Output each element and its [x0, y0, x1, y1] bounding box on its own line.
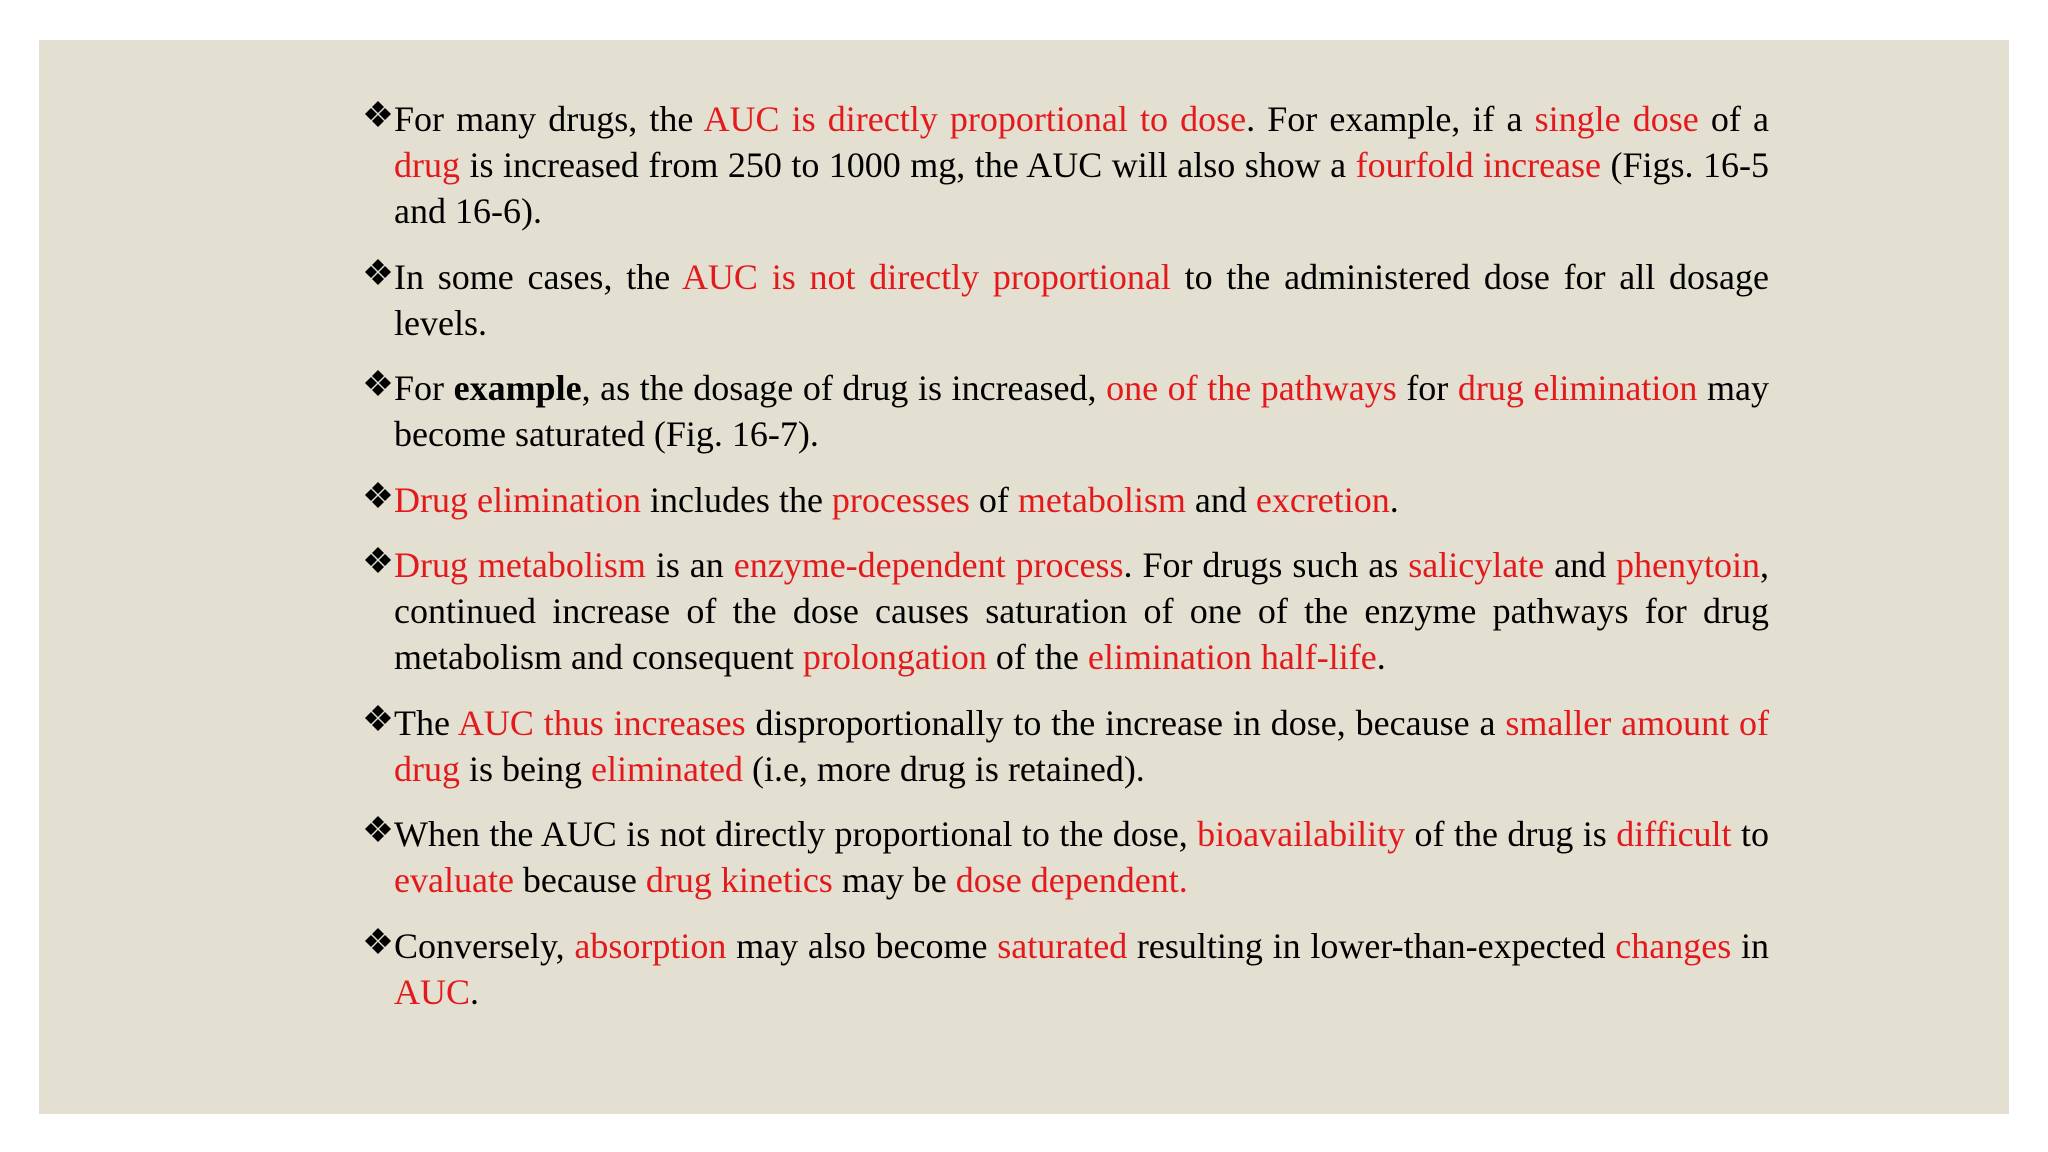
bullet-text-segment: excretion [1255, 479, 1390, 520]
bullet-item [361, 700, 1769, 792]
bullet-text-segment: When the AUC is not directly proportional to the dose, [394, 814, 1198, 854]
bullet-text-segment: prolongation [802, 637, 987, 677]
bullet-text-segment: In some cases, the [394, 256, 682, 297]
bullet-text-segment: AUC is not directly proportional [681, 256, 1171, 297]
bullet-text-segment: elimination half-life [1087, 637, 1377, 677]
bullet-text-segment: for [1396, 368, 1458, 408]
bullet-text-segment: , as the dosage of drug is increased, [581, 368, 1107, 408]
four-diamond-bullet-icon [363, 927, 393, 957]
bullet-text-segment: AUC [394, 971, 471, 1012]
bullet-text-segment: evaluate [394, 860, 514, 900]
bullet-text-segment: difficult [1616, 814, 1732, 854]
bullet-text-segment: smaller amount of drug [394, 702, 1770, 789]
bullet-text-segment: drug elimination [1457, 368, 1698, 408]
bullet-text-segment: The [394, 702, 458, 743]
bullet-text-segment: (i.e, more drug is retained). [742, 748, 1145, 789]
bullet-text-segment: of a [1698, 99, 1770, 139]
four-diamond-bullet-icon [363, 815, 393, 845]
bullet-item [361, 254, 1769, 346]
bullet-text-segment: saturated [997, 925, 1128, 966]
bullet-text-segment: may be [832, 860, 956, 900]
bullet-list [361, 96, 1769, 1034]
bullet-text-segment: drug kinetics [645, 860, 833, 900]
bullet-text-segment: resulting in lower-than-expected [1127, 925, 1616, 966]
four-diamond-bullet-icon [363, 100, 393, 130]
bullet-text-segment: example [453, 368, 582, 408]
bullet-text-segment: . For drugs such as [1123, 545, 1409, 585]
bullet-text-segment: because [513, 860, 646, 900]
bullet-text-segment: includes the [640, 479, 832, 520]
bullet-text-segment: drug [394, 145, 460, 185]
bullet-text-segment: disproportionally to the increase in dose, because a [745, 702, 1506, 743]
bullet-text-segment: in [1731, 925, 1769, 966]
bullet-text-segment: to [1731, 814, 1769, 854]
bullet-text-segment: Drug metabolism [394, 545, 646, 585]
bullet-item [361, 542, 1769, 680]
bullet-text-segment: AUC thus increases [457, 702, 746, 743]
bullet-text-segment: of [969, 479, 1018, 520]
bullet-text-segment: changes [1615, 925, 1732, 966]
bullet-text-segment: to the administered dose for all dosage levels. [394, 256, 1769, 343]
four-diamond-bullet-icon [363, 546, 393, 576]
bullet-text-segment: may also become [726, 925, 998, 966]
bullet-text-segment: . [470, 971, 480, 1012]
bullet-item [361, 96, 1769, 234]
bullet-item [361, 477, 1769, 523]
bullet-text-segment: . [1376, 637, 1386, 677]
bullet-text-segment: absorption [574, 925, 727, 966]
bullet-text-segment: , continued increase of the dose causes saturation of one of the enzyme pathways for drug metabolism and consequent [394, 545, 1770, 677]
bullet-text-segment: is being [460, 748, 591, 789]
bullet-text-segment: Drug elimination [394, 479, 641, 520]
bullet-text-segment: AUC is directly proportional to dose [703, 99, 1247, 139]
bullet-item [361, 923, 1769, 1015]
bullet-text-segment: single dose [1534, 99, 1699, 139]
bullet-text-segment: fourfold increase [1355, 145, 1602, 185]
slide [39, 40, 2009, 1114]
bullet-text-segment: For [394, 368, 454, 408]
bullet-text-segment: enzyme-dependent process [733, 545, 1124, 585]
bullet-text-segment: eliminated [591, 748, 743, 789]
bullet-text-segment: salicylate [1408, 545, 1545, 585]
bullet-text-segment: Conversely, [394, 925, 575, 966]
bullet-text-segment: is increased from 250 to 1000 mg, the AUC will also show a [460, 145, 1356, 185]
bullet-text-segment: one of the pathways [1106, 368, 1397, 408]
bullet-item [361, 365, 1769, 457]
bullet-text-segment: . [1389, 479, 1399, 520]
bullet-text-segment: . For example, if a [1246, 99, 1535, 139]
bullet-text-segment: and [1185, 479, 1256, 520]
four-diamond-bullet-icon [363, 258, 393, 288]
bullet-text-segment: For many drugs, the [394, 99, 704, 139]
bullet-text-segment: processes [831, 479, 970, 520]
bullet-text-segment: may become saturated (Fig. 16-7). [394, 368, 1769, 454]
bullet-text-segment: of the [986, 637, 1088, 677]
bullet-text-segment: (Figs. 16-5 and 16-6). [394, 145, 1770, 231]
four-diamond-bullet-icon [363, 481, 393, 511]
bullet-text-segment: metabolism [1017, 479, 1186, 520]
bullet-text-segment: dose dependent. [955, 860, 1188, 900]
four-diamond-bullet-icon [363, 704, 393, 734]
bullet-text-segment: and [1544, 545, 1617, 585]
bullet-text-segment: phenytoin [1616, 545, 1761, 585]
bullet-text-segment: bioavailability [1197, 814, 1406, 854]
four-diamond-bullet-icon [363, 369, 393, 399]
bullet-text-segment: is an [645, 545, 734, 585]
bullet-item [361, 811, 1769, 903]
bullet-text-segment: of the drug is [1405, 814, 1617, 854]
